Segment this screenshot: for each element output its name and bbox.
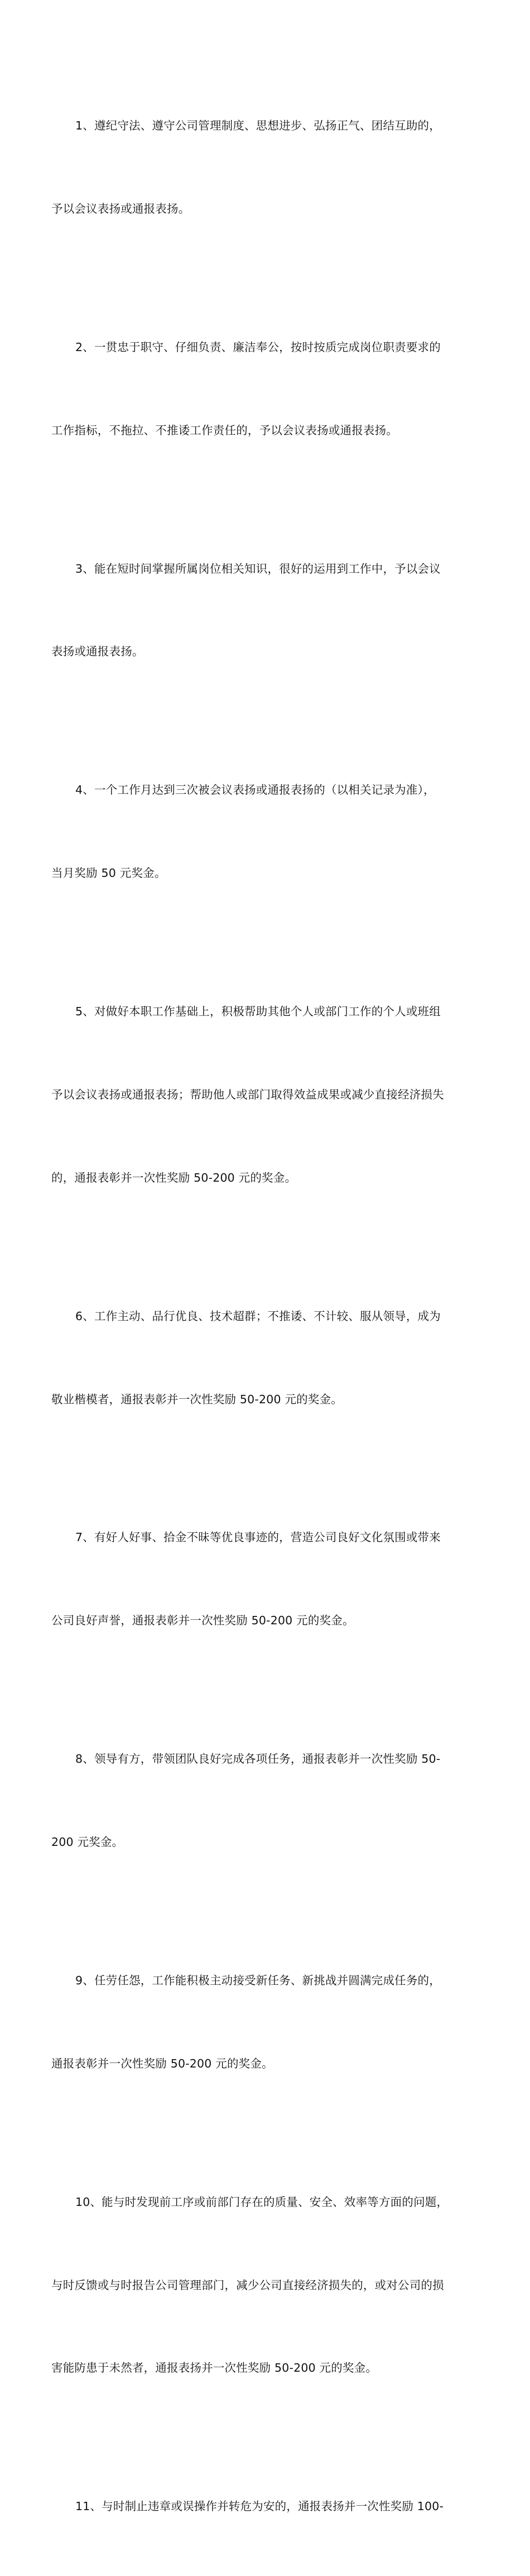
- paragraph-8: [51, 1690, 476, 1912]
- paragraph-line: 8、领导有方，带领团队良好完成各项任务，通报表彰并一次性奖励 50-: [75, 1752, 441, 1766]
- paragraph-line: 1、遵纪守法、遵守公司管理制度、思想进步、弘扬正气、团结互助的，: [75, 119, 441, 133]
- paragraph-line: 与时反馈或与时报告公司管理部门，减少公司直接经济损失的，或对公司的损: [51, 2278, 444, 2292]
- paragraph-3: [51, 500, 476, 722]
- paragraph-line: 的，通报表彰并一次性奖励 50-200 元的奖金。: [51, 1171, 297, 1184]
- paragraph-line: 予以会议表扬或通报表扬；帮助他人或部门取得效益成果或减少直接经济损失: [51, 1087, 444, 1101]
- paragraph-line: 予以会议表扬或通报表扬。: [51, 202, 190, 215]
- paragraph-line: 9、任劳任怨，工作能积极主动接受新任务、新挑战并圆满完成任务的，: [75, 1973, 441, 1987]
- paragraph-line: 表扬或通报表扬。: [51, 645, 144, 659]
- paragraph-1: [51, 57, 476, 279]
- paragraph-line: 11、与时制止违章或误操作并转危为安的，通报表扬并一次性奖励 100-: [75, 2500, 444, 2513]
- paragraph-line: 7、有好人好事、拾金不昧等优良事迹的，营造公司良好文化氛围或带来: [75, 1531, 441, 1544]
- paragraph-line: 6、工作主动、品行优良、技术超群；不推诿、不计较、服从领导，成为: [75, 1309, 441, 1323]
- paragraph-11: [51, 2438, 476, 2576]
- paragraph-line: 工作指标，不拖拉、不推诿工作责任的，予以会议表扬或通报表扬。: [51, 423, 398, 437]
- paragraph-line: 4、一个工作月达到三次被会议表扬或通报表扬的（以相关记录为准），: [75, 783, 435, 797]
- paragraph-line: 200 元奖金。: [51, 1835, 124, 1849]
- paragraph-9: [51, 1912, 476, 2133]
- paragraph-2: [51, 279, 476, 500]
- paragraph-line: 通报表彰并一次性奖励 50-200 元的奖金。: [51, 2056, 273, 2070]
- paragraph-line: 5、对做好本职工作基础上，积极帮助其他个人或部门工作的个人或班组: [75, 1005, 441, 1019]
- document-body: [51, 57, 476, 2576]
- paragraph-7: [51, 1469, 476, 1690]
- paragraph-5: [51, 943, 476, 1248]
- paragraph-line: 3、能在短时间掌握所属岗位相关知识，很好的运用到工作中，予以会议: [75, 562, 441, 575]
- paragraph-10: [51, 2133, 476, 2438]
- paragraph-line: 2、一贯忠于职守、仔细负责、廉洁奉公，按时按质完成岗位职责要求的: [75, 340, 441, 354]
- paragraph-6: [51, 1248, 476, 1469]
- paragraph-line: 公司良好声誉，通报表彰并一次性奖励 50-200 元的奖金。: [51, 1614, 354, 1628]
- paragraph-line: 敬业楷模者，通报表彰并一次性奖励 50-200 元的奖金。: [51, 1392, 343, 1406]
- paragraph-line: 害能防患于未然者，通报表扬并一次性奖励 50-200 元的奖金。: [51, 2361, 378, 2375]
- paragraph-line: 10、能与时发现前工序或前部门存在的质量、安全、效率等方面的问题，: [75, 2195, 449, 2209]
- paragraph-line: 当月奖励 50 元奖金。: [51, 866, 166, 880]
- paragraph-4: [51, 721, 476, 943]
